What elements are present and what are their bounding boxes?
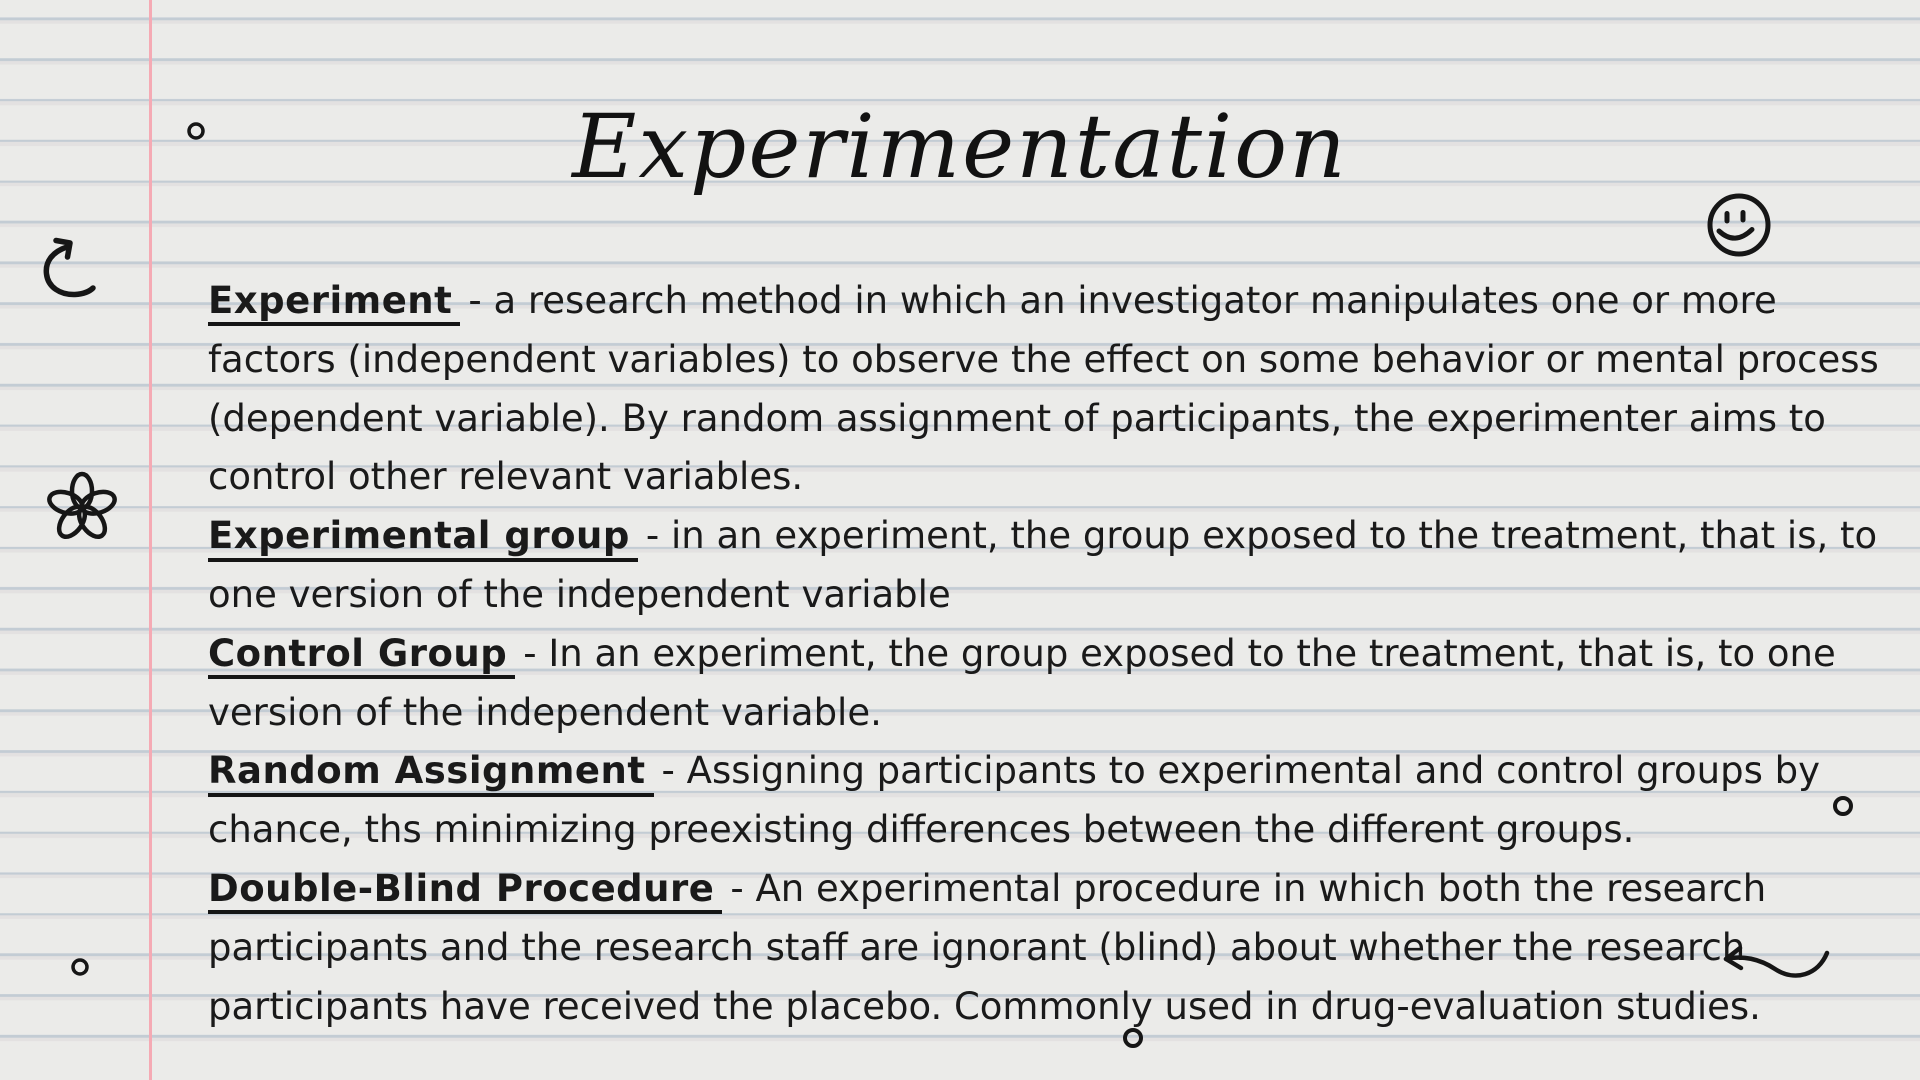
definition-term: Double-Blind Procedure: [208, 868, 722, 914]
curved-arrow-icon: [46, 241, 93, 295]
small-circle-doodle-icon: [73, 960, 87, 974]
note-line: [208, 625, 1908, 684]
flower-doodle-icon: [47, 474, 118, 541]
definition-text: - Assigning participants to experimental and control groups by: [661, 749, 1821, 793]
page-title: Experimentation: [572, 95, 1348, 198]
note-line: [208, 860, 1908, 919]
smiley-face-icon: [1710, 196, 1768, 254]
definition-term: Random Assignment: [208, 750, 654, 796]
note-line: [208, 507, 1908, 566]
note-line: participants have received the placebo. Commonly used in drug-evaluation studies.: [208, 984, 1761, 1028]
definition-term: Experiment: [208, 280, 460, 326]
note-line: one version of the independent variable: [208, 572, 951, 616]
note-line: [208, 272, 1908, 331]
note-line: (dependent variable). By random assignment of participants, the experimenter aims to: [208, 396, 1826, 440]
definition-term: Control Group: [208, 633, 515, 679]
note-line: version of the independent variable.: [208, 690, 882, 734]
definition-text: - An experimental procedure in which both the research: [730, 866, 1767, 910]
definition-text: - a research method in which an investigator manipulates one or more: [468, 279, 1777, 322]
note-line: [208, 742, 1908, 801]
definitions: [208, 272, 1908, 1036]
note-line: chance, ths minimizing preexisting differences between the different groups.: [208, 808, 1635, 852]
definition-text: - In an experiment, the group exposed to the treatment, that is, to one: [523, 631, 1836, 675]
note-line: factors (independent variables) to observe the effect on some behavior or mental process: [208, 337, 1879, 381]
note-line: participants and the research staff are ignorant (blind) about whether the research: [208, 925, 1746, 969]
definition-text: - in an experiment, the group exposed to the treatment, that is, to: [645, 514, 1878, 558]
note-line: control other relevant variables.: [208, 455, 804, 499]
definition-term: Experimental group: [208, 515, 638, 561]
